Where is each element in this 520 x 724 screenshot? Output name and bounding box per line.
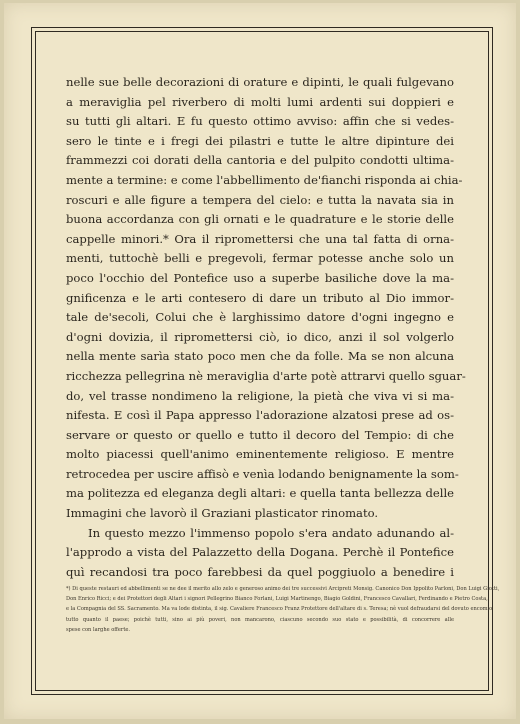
text-line: su tutti gli altari. E fu questo ottimo avviso: affin che si vedes- [66,114,454,129]
text-line: nelle sue belle decorazioni di orature e dipinti, le quali fulgevano [66,75,454,89]
text-line: frammezzi coi dorati della cantoria e del pulpito condotti ultima- [66,153,454,168]
footnote-line: Don Enrico Ricci; e dei Protettori degli Altari i signori Pellegrino Bianco Forlani, Luigi Martinengo, Biagio Goldini, Francesco Cavallari, Ferdinando e Pietro Costa, [66,596,488,603]
text-line: servare or questo or quello e tutto il decoro del Tempio: di che [66,427,454,442]
page-sheet [4,3,516,719]
text-line-paragraph-end: Immagini che lavorò il Graziani plasticator rinomato. [66,506,379,521]
body-text [66,73,466,582]
text-line: l'approdo a vista del Palazzetto della Dogana. Perchè il Pontefice [66,545,454,560]
footnote-line: e la Compagnia del SS. Sacramento. Ma va lode distinta, il sig. Cavaliere Francesco Franz Protettore dell'altare di s. Teresa; nè vuol defraudarsi del dovuto encomio [66,606,493,613]
text-line: menti, tuttochè belli e pregevoli, fermar potesse anche solo un [66,251,454,266]
text-line: ma politezza ed eleganza degli altari: e quella tanta bellezza delle [66,486,455,501]
text-line: a meraviglia pel riverbero di molti lumi ardenti sui doppieri e [66,94,454,109]
text-line: buona accordanza con gli ornati e le quadrature e le storie delle [66,212,454,227]
text-line: sero le tinte e i fregi dei pilastri e tutte le altre dipinture dei [66,133,454,148]
text-line: mente a termine: e come l'abbellimento de'fianchi risponda ai chia- [66,172,463,187]
text-line: quì recandosi tra poco farebbesi da quel poggiuolo a benedire i [66,564,454,579]
footnote-line: tutto quanto il paese; poichè tutti, sino ai più poveri, non mancarono, ciascuno secondo suo stato e possibilità, di concorrere alle [66,616,454,623]
text-line: roscuri e alle figure a tempera del cielo: e tutta la navata sia in [66,192,454,207]
text-line: d'ogni dovizia, il ripromettersi ciò, io dico, anzi il sol volgerlo [66,329,454,344]
text-line: gnificenza e le arti contesero di dare un tributo al Dio immor- [66,290,454,305]
text-line: do, vel trasse nondimeno la religione, la pietà che viva vi si ma- [66,388,454,403]
text-line: molto piacessi quell'animo eminentemente religioso. E mentre [66,447,454,462]
text-line: ricchezza pellegrina nè meraviglia d'arte potè attrarvi quello sguar- [66,368,466,383]
text-line: retrocedea per uscire affisò e venìa lodando benignamente la som- [66,466,459,481]
text-line: cappelle minori.* Ora il ripromettersi che una tal fatta di orna- [66,231,454,246]
text-line: nella mente sarìa stato poco men che da folle. Ma se non alcuna [66,349,454,364]
footnote-line: *) Di queste restauri ed abbellimenti se ne dee il merito allo zelo e generoso animo dei tre successivi Arcipreti Monsig. Canonico Don Ippolito Parloni, Don Luigi Giotti, [66,586,500,592]
text-line: poco l'occhio del Pontefice uso a superbe basiliche dove la ma- [66,270,454,285]
text-line-paragraph-start: In questo mezzo l'immenso popolo s'era andato adunando al- [88,525,454,540]
text-line: nifesta. E così il Papa appresso l'adorazione alzatosi prese ad os- [66,408,454,423]
footnote-block [66,584,500,635]
text-line: tale de'secoli, Colui che è larghissimo datore d'ogni ingegno e [66,310,454,325]
footnote-line: spese con larghe offerte. [66,626,131,633]
